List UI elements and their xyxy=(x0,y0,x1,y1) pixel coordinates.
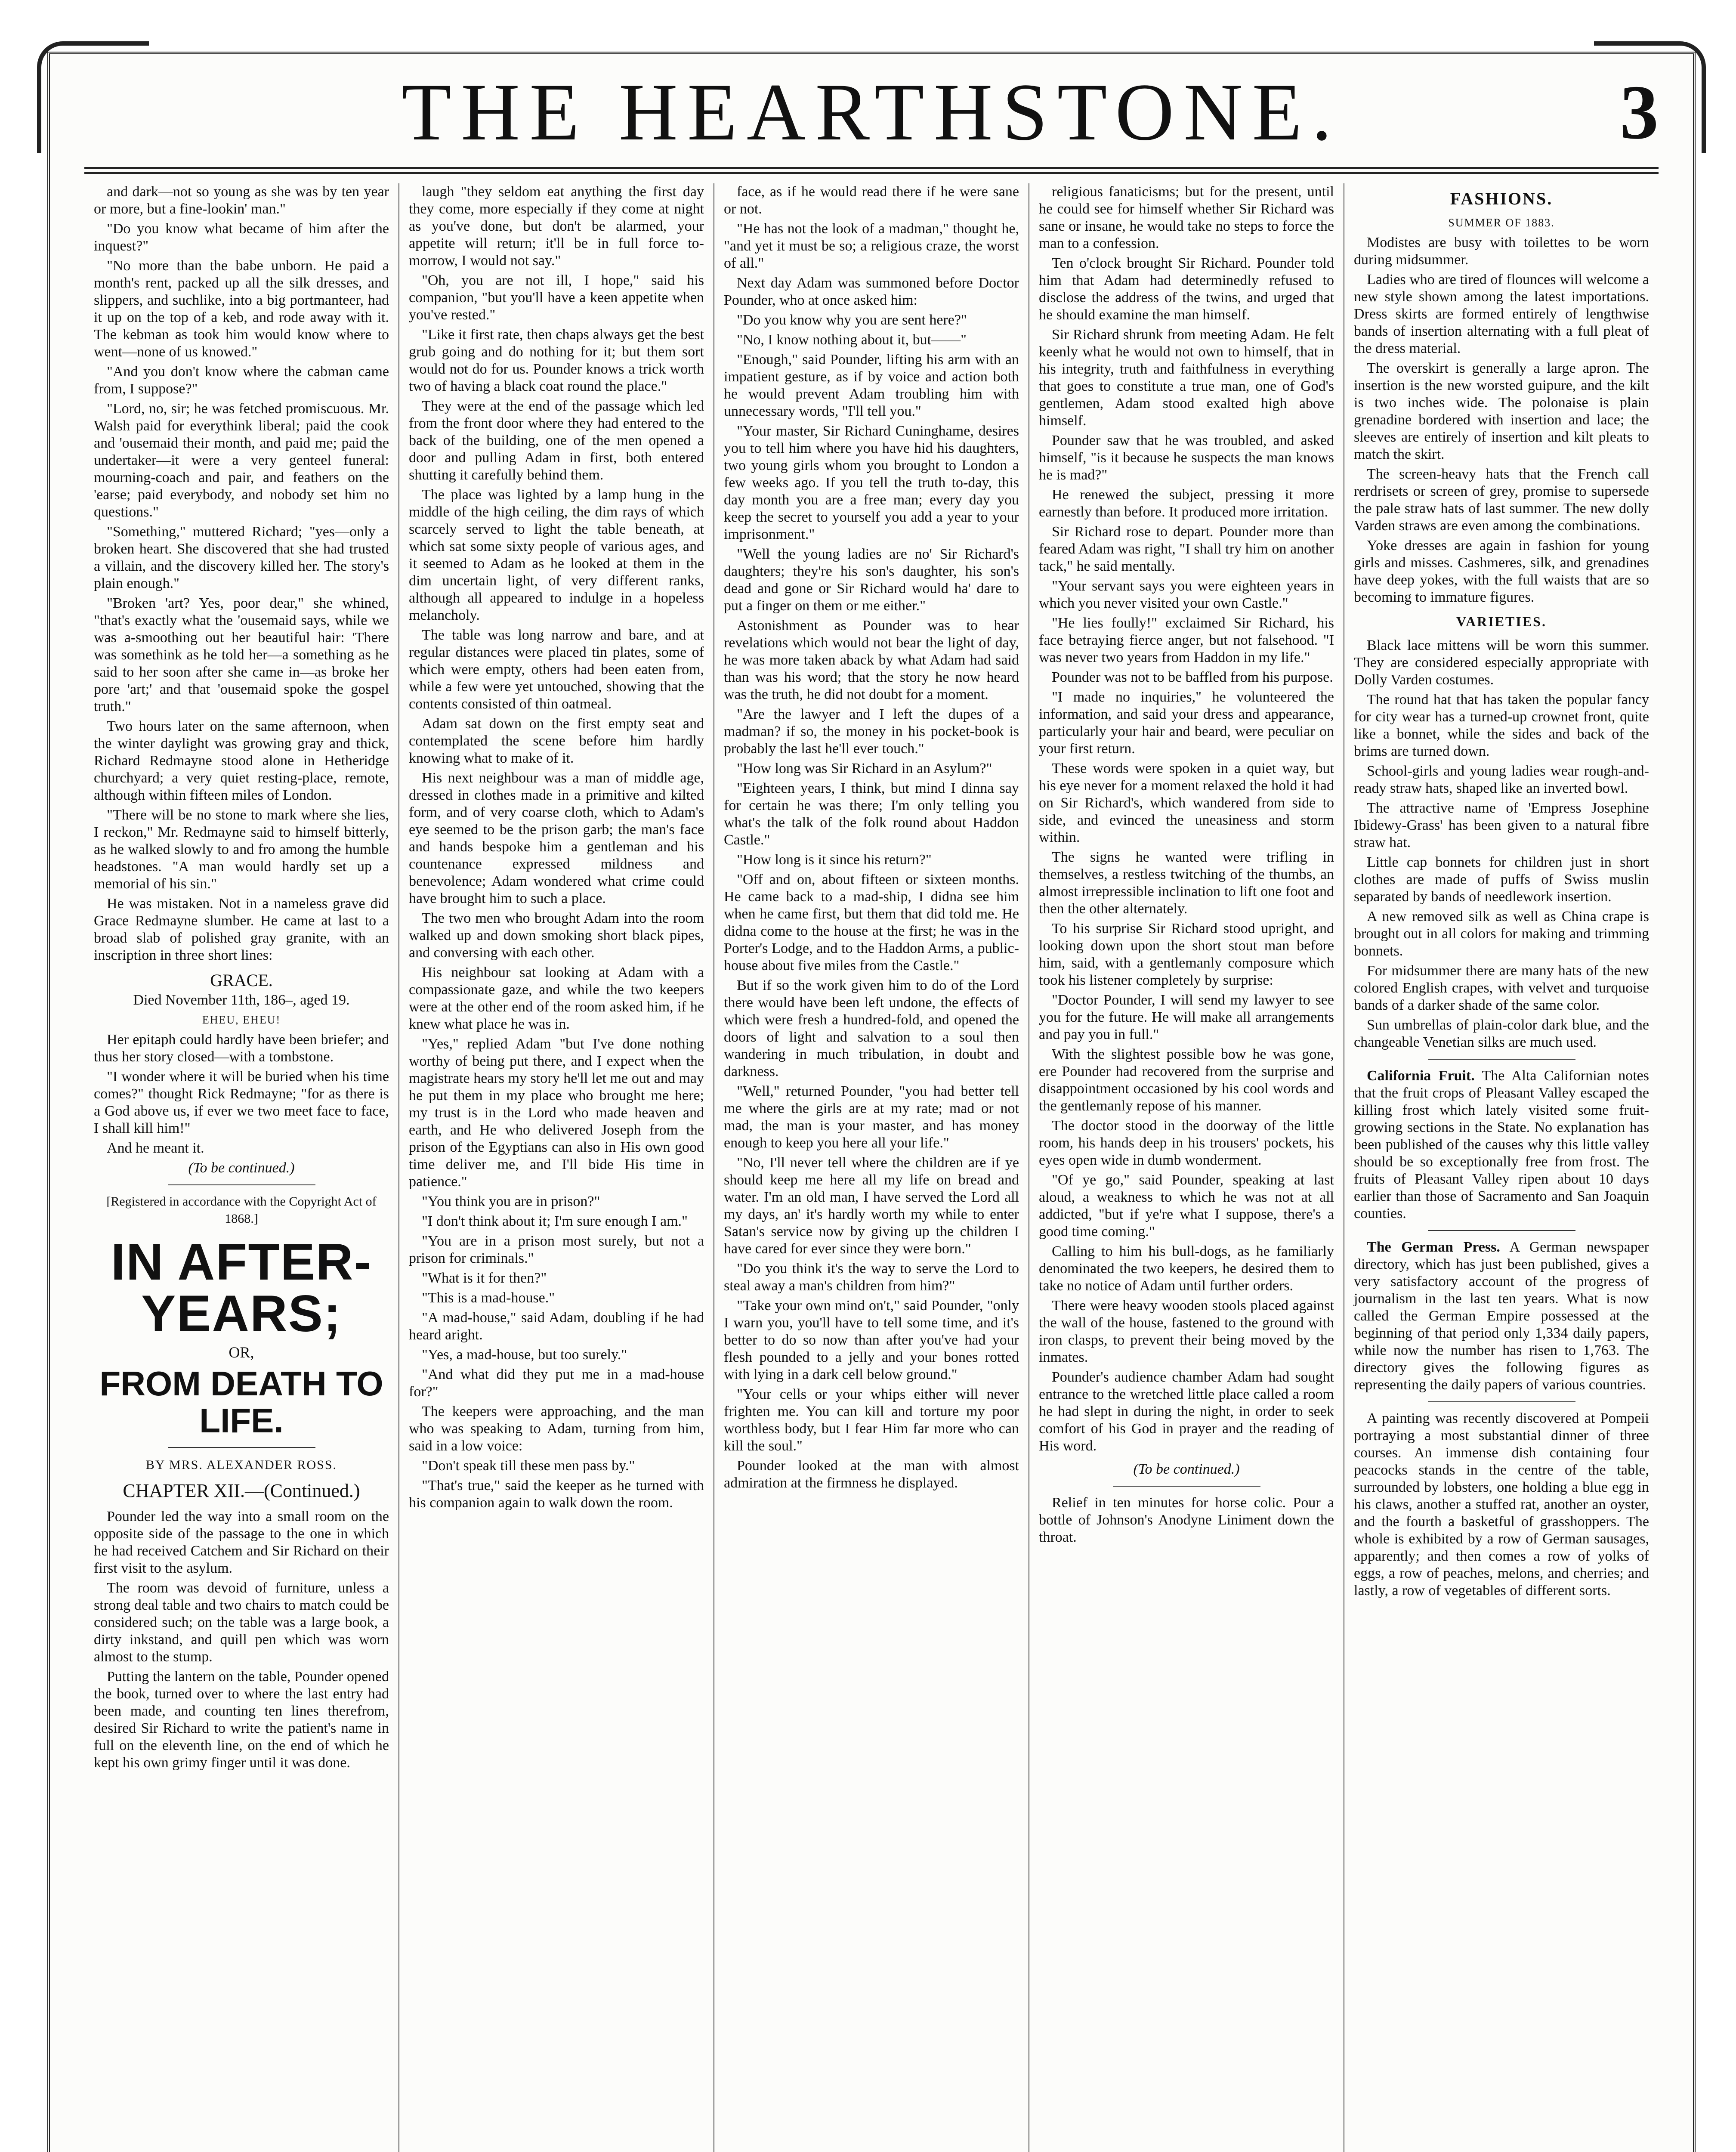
paragraph: "Of ye go," said Pounder, speaking at last aloud, a weakness to which he was not at all addicted, "but if ye're what I suppose, there's a good time coming." xyxy=(1039,1172,1334,1240)
to-be-continued: (To be continued.) xyxy=(188,1160,295,1176)
col1-paragraphs-3 xyxy=(94,1508,389,1772)
paragraph: The table was long narrow and bare, and at regular distances were placed tin plates, some of which were empty, others had been eaten from, while a few were yet untouched, showing that the contents consisted of thin oatmeal. xyxy=(409,627,704,712)
paragraph: The keepers were approaching, and the man who was speaking to Adam, turning from him, said in a low voice: xyxy=(409,1404,704,1454)
paragraph: "There will be no stone to mark where she lies, I reckon," Mr. Redmayne said to himself bitterly, as he walked slowly to and fro among the humble headstones. "A man would hardly set up a memorial of his sin." xyxy=(94,807,389,892)
page-number: 3 xyxy=(1620,69,1659,155)
column-4 xyxy=(1029,183,1344,2152)
paragraph: "I wonder where it will be buried when his time comes?" thought Rick Redmayne; "for as there is a God above us, if ever we two meet face to face, I shall kill him!" xyxy=(94,1069,389,1136)
paragraph: Pounder led the way into a small room on the opposite side of the passage to the one in which he had received Catchem and Sir Richard on their first visit to the asylum. xyxy=(94,1509,389,1576)
masthead-title: THE HEARTHSTONE. xyxy=(401,67,1342,158)
california-title: California Fruit. xyxy=(1367,1068,1475,1084)
paragraph: The screen-heavy hats that the French call rerdrisets or screen of grey, promise to supersede the pale straw hats of last summer. The new dolly Varden straws are even among the combinations. xyxy=(1354,466,1649,534)
paragraph: Ten o'clock brought Sir Richard. Pounder told him that Adam had determinedly refused to disclose the address of the twins, and urged that he should examine the man himself. xyxy=(1039,255,1334,323)
paragraph: "Something," muttered Richard; "yes—only a broken heart. She discovered that she had trusted a villain, and the discovery killed her. The story's plain enough." xyxy=(94,524,389,591)
paragraph: Black lace mittens will be worn this summer. They are considered especially appropriate with Dolly Varden costumes. xyxy=(1354,637,1649,688)
paragraph: Pounder's audience chamber Adam had sought entrance to the wretched little place called a room he had slept in during the night, in order to seek comfort of his God in prayer and the reading of His word. xyxy=(1039,1369,1334,1454)
paragraph: "He has not the look of a madman," thought he, "and yet it must be so; a religious craze, the worst of all." xyxy=(724,221,1019,271)
column-1 xyxy=(84,183,399,2152)
paragraph: "Oh, you are not ill, I hope," said his companion, "but you'll have a keen appetite when you've rested." xyxy=(409,272,704,323)
paragraph: "Do you think it's the way to serve the Lord to steal away a man's children from him?" xyxy=(724,1261,1019,1294)
paragraph: Her epitaph could hardly have been briefer; and thus her story closed—with a tombstone. xyxy=(94,1032,389,1065)
masthead-rule xyxy=(84,172,1659,174)
paragraph: He was mistaken. Not in a nameless grave did Grace Redmayne slumber. He came at last to a broad slab of polished gray granite, with an inscription in three short lines: xyxy=(94,896,389,963)
paragraph: Astonishment as Pounder was to hear revelations which would not bear the light of day, he was more taken aback by what Adam had said than was his word; that the story he now heard was the truth, he did not doubt for a moment. xyxy=(724,618,1019,702)
fashion-paragraphs xyxy=(1354,234,1649,606)
story-subtitle: FROM DEATH TO LIFE. xyxy=(99,1364,383,1440)
divider xyxy=(168,1184,315,1185)
paragraph: laugh "they seldom eat anything the first day they come, more especially if they come at night as you've done, but don't be alarmed, your appetite will return; it'll be in full force to-morrow, I would not say." xyxy=(409,184,704,269)
paragraph: With the slightest possible bow he was gone, ere Pounder had recovered from the surprise and disappointment occasioned by his cool words and the gentlemanly repose of his manner. xyxy=(1039,1046,1334,1114)
col1-paragraphs xyxy=(94,183,389,964)
column-3 xyxy=(714,183,1029,2152)
paragraph: Adam sat down on the first empty seat and contemplated the scene before him hardly knowing what to make of it. xyxy=(409,716,704,766)
paragraph: There were heavy wooden stools placed against the wall of the house, fastened to the ground with iron clasps, to prevent their being moved by the inmates. xyxy=(1039,1298,1334,1365)
paragraph: "Don't speak till these men pass by." xyxy=(422,1458,635,1474)
byline: BY MRS. ALEXANDER ROSS. xyxy=(145,1458,337,1472)
paragraph: "How long is it since his return?" xyxy=(737,852,932,868)
paragraph: "Well," returned Pounder, "you had better tell me where the girls are at my rate; mad or not mad, the man is your master, and has money enough to keep you here all your life." xyxy=(724,1083,1019,1151)
section-heading-fashions: FASHIONS. xyxy=(1450,189,1553,208)
painting-text: A painting was recently discovered at Pompeii portraying a most substantial dinner of three courses. An immense dish containing four peacocks stands in the centre of the table, surrounded by lobsters, one holding a blue egg in his claws, another a stuffed rat, another an oyster, and the fourth a basketful of grasshoppers. The whole is exhibited by a row of German sausages, apparently; and then comes a row of yolks of eggs, a row of peaches, melons, and cherries; and lastly, a row of vegetables of different sorts. xyxy=(1354,1410,1649,1599)
paragraph: "That's true," said the keeper as he turned with his companion again to walk down the room. xyxy=(409,1478,704,1511)
advertisement: Relief in ten minutes for horse colic. Pour a bottle of Johnson's Anodyne Liniment down the throat. xyxy=(1039,1495,1334,1545)
paragraph: "No, I'll never tell where the children are if ye should keep me here all my life on bread and water. I'm an old man, I have served the Lord all my days, an' it's hardly worth my while to enter Satan's service now by giving up the children I have cared for ever since they were born." xyxy=(724,1155,1019,1257)
paragraph: "No more than the babe unborn. He paid a month's rent, packed up all the silk dresses, and slippers, and suchlike, into a big portmanteer, had it up on the top of a keb, and rode away with it. The kebman as took him would know where to went—none of us knowed." xyxy=(94,258,389,360)
paragraph: "Your servant says you were eighteen years in which you never visited your own Castle." xyxy=(1039,578,1334,611)
paragraph: The round hat that has taken the popular fancy for city wear has a turned-up crownet front, quite like a bonnet, while the sides and back of the brims are turned down. xyxy=(1354,692,1649,759)
paragraph: Two hours later on the same afternoon, when the winter daylight was growing gray and thick, Richard Redmayne stood alone in Hetheridge churchyard; a very quiet resting-place, remote, although within fifteen miles of London. xyxy=(94,718,389,803)
paragraph: "Lord, no, sir; he was fetched promiscuous. Mr. Walsh paid for everythink liberal; paid the cook and 'ousemaid their month, and paid me; paid the undertaker—it were a very genteel funeral: mourning-coach and pair, and feathers on the 'earse; paid everybody, and nobody set him no questions." xyxy=(94,401,389,520)
paragraph: "And you don't know where the cabman came from, I suppose?" xyxy=(94,364,389,397)
paragraph: A new removed silk as well as China crape is brought out in all colors for making and trimming bonnets. xyxy=(1354,909,1649,959)
paragraph: School-girls and young ladies wear rough-and-ready straw hats, shaped like an inverted bowl. xyxy=(1354,763,1649,796)
masthead xyxy=(50,67,1693,158)
paragraph: "Are the lawyer and I left the dupes of a madman? if so, the money in his pocket-book is probably the last he'll ever touch." xyxy=(724,706,1019,757)
paragraph: Sir Richard shrunk from meeting Adam. He felt keenly what he would not own to himself, that in his integrity, truth and faithfulness in everything that goes to constitute a true man, one of God's gentlemen, Adam stood exalted high above himself. xyxy=(1039,327,1334,429)
section-subheading: SUMMER OF 1883. xyxy=(1448,216,1555,229)
paragraph: To his surprise Sir Richard stood upright, and looking down upon the short stout man before him, said, with a gentlemanly composure which took his listener completely by surprise: xyxy=(1039,921,1334,988)
paragraph: "Like it first rate, then chaps always get the best grub going and do nothing for it; but them sort would not do for us. Pounder knows a trick worth two of having a black coat round the place." xyxy=(409,327,704,394)
paragraph: The room was devoid of furniture, unless a strong deal table and two chairs to match could be considered such; on the table was a large book, a dirty inkstand, and quill pen which was worn almost to the stump. xyxy=(94,1580,389,1665)
newspaper-page xyxy=(47,52,1696,2152)
columns xyxy=(84,183,1659,2152)
divider xyxy=(1428,1059,1575,1060)
paragraph: religious fanaticisms; but for the present, until he could see for himself whether Sir Richard was sane or insane, he would take no steps to force the man to a confession. xyxy=(1039,184,1334,251)
paragraph: Sir Richard rose to depart. Pounder more than feared Adam was right, "I shall try him on another tack," he said mentally. xyxy=(1039,524,1334,574)
paragraph: His neighbour sat looking at Adam with a compassionate gaze, and while the two keepers were at the other end of the room asked him, if he knew what place he was in. xyxy=(409,965,704,1032)
paragraph: and dark—not so young as she was by ten year or more, but a fine-lookin' man." xyxy=(94,184,389,217)
paragraph: "How long was Sir Richard in an Asylum?" xyxy=(737,761,992,776)
to-be-continued: (To be continued.) xyxy=(1133,1461,1240,1477)
paragraph: The attractive name of 'Empress Josephine Ibidewy-Grass' has been given to a natural fibre straw hat. xyxy=(1354,800,1649,850)
paragraph: "I made no inquiries," he volunteered the information, and said your dress and appearance, particularly your hair and beard, were peculiar on your first return. xyxy=(1039,689,1334,757)
paragraph: His next neighbour was a man of middle age, dressed in clothes made in a primitive and kilted form, and of very coarse cloth, which to Adam's eye seemed to be the prison garb; the man's face and hands bespoke him a gentleman and his countenance expressed mildness and benevolence; Adam wondered what crime could have brought him to such a place. xyxy=(409,770,704,906)
epitaph-name: GRACE. xyxy=(210,971,273,990)
paragraph: The signs he wanted were trifling in themselves, a restless twitching of the thumbs, an almost irrepressible inclination to lift one foot and then the other alternately. xyxy=(1039,849,1334,917)
paragraph: The two men who brought Adam into the room walked up and down smoking short black pipes, and conversing with each other. xyxy=(409,910,704,961)
paragraph: "A mad-house," said Adam, doubling if he had heard aright. xyxy=(409,1310,704,1343)
divider xyxy=(168,1447,315,1448)
paragraph: "Do you know why you are sent here?" xyxy=(737,312,967,328)
epitaph-date: Died November 11th, 186–, aged 19. xyxy=(133,992,350,1008)
paragraph: Modistes are busy with toilettes to be worn during midsummer. xyxy=(1354,235,1649,268)
story-or: OR, xyxy=(229,1344,254,1361)
paragraph: "Off and on, about fifteen or sixteen months. He came back to a mad-ship, I didna see him when he came first, but them that did told me. He didna come to the house at the first; he was in the Porter's Lodge, and to the Haddon Arms, a public-house about five miles from the Castle." xyxy=(724,872,1019,974)
paragraph: "Broken 'art? Yes, poor dear," she whined, "that's exactly what the 'ousemaid says, while we was a-smoothing out her beautiful hair: 'There was somethink as he told her—a something as he said to her soon after she came in—as broke her pore 'art;' and that 'ousemaid spoke the gospel truth." xyxy=(94,595,389,714)
paragraph: "You are in a prison most surely, but not a prison for criminals." xyxy=(409,1233,704,1266)
paragraph: But if so the work given him to do of the Lord there would have been left undone, the effects of which were fresh a hundred-fold, and opened the doors of light and salvation to a soul then wandering in much tribulation, in doubt and darkness. xyxy=(724,977,1019,1079)
paragraph: "Take your own mind on't," said Pounder, "only I warn you, you'll have to tell some time, and it's better to do so now than after you've had your flesh pounded to a jelly and your bones rotted with lying in a dark cell below ground." xyxy=(724,1298,1019,1382)
col3-paragraphs xyxy=(724,183,1019,1492)
paragraph: "And what did they put me in a mad-house for?" xyxy=(409,1367,704,1400)
col2-paragraphs xyxy=(409,183,704,1512)
paragraph: Next day Adam was summoned before Doctor Pounder, who at once asked him: xyxy=(724,275,1019,308)
paragraph: Sun umbrellas of plain-color dark blue, and the changeable Venetian silks are much used. xyxy=(1354,1017,1649,1050)
paragraph: "Yes," replied Adam "but I've done nothing worthy of being put there, and I expect when the magistrate hears my story he'll let me out and may he put them in my place who brought me here; my trust is in the Lord who made heaven and earth, and He who delivered Joseph from the prison of the Egyptians can also in His own good time deliver me, and I'll bide His time in patience." xyxy=(409,1036,704,1190)
paragraph: Little cap bonnets for children just in short clothes are made of puffs of Swiss muslin separated by bands of needlework insertion. xyxy=(1354,854,1649,905)
paragraph: He renewed the subject, pressing it more earnestly than before. It produced more irritation. xyxy=(1039,487,1334,520)
divider xyxy=(1113,1486,1260,1487)
paragraph: For midsummer there are many hats of the new colored English crapes, with velvet and turquoise bands of a darker shade of the same color. xyxy=(1354,963,1649,1013)
paragraph: "Well the young ladies are no' Sir Richard's daughters; they're his son's daughter, his son's dead and gone or Sir Richard would ha' dare to put a finger on them or me either." xyxy=(724,546,1019,614)
paragraph: "Doctor Pounder, I will send my lawyer to see you for the future. He will make all arrangements and pay you in full." xyxy=(1039,992,1334,1042)
paragraph: The place was lighted by a lamp hung in the middle of the high ceiling, the dim rays of which scarcely served to light the table beneath, at which sat some sixty people of various ages, and it seemed to Adam as he looked at them in the dim uncertain light, of very different ranks, although all appeared to indulge in a hopeless melancholy. xyxy=(409,487,704,623)
paragraph: "Eighteen years, I think, but mind I dinna say for certain he was there; I'm only telling you what's the talk of the folk round about Haddon Castle." xyxy=(724,780,1019,848)
story-title: IN AFTER-YEARS; xyxy=(111,1233,372,1342)
epitaph-motto: EHEU, EHEU! xyxy=(202,1014,281,1026)
column-2 xyxy=(399,183,714,2152)
divider xyxy=(1428,1401,1575,1402)
chapter-heading: CHAPTER XII.—(Continued.) xyxy=(123,1480,360,1501)
paragraph: Pounder was not to be baffled from his purpose. xyxy=(1052,669,1333,685)
masthead-rule xyxy=(84,167,1659,169)
paragraph: Pounder looked at the man with almost admiration at the firmness he displayed. xyxy=(724,1458,1019,1491)
german-title: The German Press. xyxy=(1367,1239,1500,1255)
copyright-notice: [Registered in accordance with the Copyright Act of 1868.] xyxy=(106,1194,377,1226)
paragraph: "What is it for then?" xyxy=(422,1270,547,1286)
paragraph: "Enough," said Pounder, lifting his arm with an impatient gesture, as if by voice and action both he would prevent Adam troubling him with unnecessary words, "I'll tell you." xyxy=(724,352,1019,419)
paragraph: "Yes, a mad-house, but too surely." xyxy=(422,1347,627,1363)
paragraph: "No, I know nothing about it, but——" xyxy=(737,332,967,348)
paragraph: And he meant it. xyxy=(107,1140,204,1156)
paragraph: "This is a mad-house." xyxy=(422,1290,555,1306)
column-5 xyxy=(1344,183,1659,2152)
divider xyxy=(1428,1230,1575,1231)
paragraph: Putting the lantern on the table, Pounder opened the book, turned over to where the last entry had been made, and counting ten lines therefrom, desired Sir Richard to write the patient's name in full on the eleventh line, on the end of which he kept his own grimy finger until it was done. xyxy=(94,1669,389,1771)
paragraph: Pounder saw that he was troubled, and asked himself, "is it because he suspects the man knows he is mad?" xyxy=(1039,433,1334,483)
varieties-paragraphs xyxy=(1354,637,1649,1051)
paragraph: "I don't think about it; I'm sure enough I am." xyxy=(422,1213,688,1229)
paragraph: Ladies who are tired of flounces will welcome a new style shown among the latest importations. Dress skirts are formed entirely of lengthwise bands of insertion alternating with a full pleat of the dress material. xyxy=(1354,272,1649,356)
col1-paragraphs-2 xyxy=(94,1031,389,1157)
german-text: A German newspaper directory, which has just been published, gives a very satisfactory account of the progress of journalism in the last ten years. What is now called the German Empire possessed at the beginning of that period only 1,334 daily papers, while now the number has risen to 1,763. The directory gives the following figures as representing the daily papers of various countries. xyxy=(1354,1239,1650,1393)
paragraph: The overskirt is generally a large apron. The insertion is the new worsted guipure, and the kilt is two inches wide. The polonaise is plain grenadine bordered with insertion and lace; the sleeves are entirely of insertion and kilt pleats to match the skirt. xyxy=(1354,360,1649,462)
section-heading-varieties: VARIETIES. xyxy=(1456,614,1547,629)
paragraph: These words were spoken in a quiet way, but his eye never for a moment relaxed the hold it had on Sir Richard's, which wandered from side to side, and evinced the uneasiness and storm within. xyxy=(1039,761,1334,845)
paragraph: face, as if he would read there if he were sane or not. xyxy=(724,184,1019,217)
paragraph: "He lies foully!" exclaimed Sir Richard, his face betraying fierce anger, but not falsehood. "I was never two years from Haddon in my life." xyxy=(1039,615,1334,665)
paragraph: "You think you are in prison?" xyxy=(422,1193,600,1209)
paragraph: "Your cells or your whips either will never frighten me. You can kill and torture my poor worthless body, but I fear Him far more who can kill the soul." xyxy=(724,1386,1019,1454)
paragraph: They were at the end of the passage which led from the front door where they had entered to the back of the building, one of the men opened a door and pulling Adam in first, both entered shutting it carefully behind them. xyxy=(409,398,704,483)
paragraph: Yoke dresses are again in fashion for young girls and misses. Cashmeres, silk, and grenadines have deep yokes, with the full waists that are so becoming to immature figures. xyxy=(1354,538,1649,605)
paragraph: "Do you know what became of him after the inquest?" xyxy=(94,221,389,254)
col4-paragraphs xyxy=(1039,183,1334,1455)
paragraph: "Your master, Sir Richard Cuninghame, desires you to tell him where you have hid his daughters, two young girls whom you brought to London a few weeks ago. If you tell the truth to-day, this day month you are a free man; every day you keep the secret to yourself you add a year to your imprisonment." xyxy=(724,423,1019,542)
paragraph: The doctor stood in the doorway of the little room, his hands deep in his trousers' pockets, his eyes open wide in dumb wonderment. xyxy=(1039,1118,1334,1168)
california-text: The Alta Californian notes that the fruit crops of Pleasant Valley escaped the killing frost which lately visited some fruit-growing sections in the State. No explanation has been published of the causes why this little valley should be so exceptionally free from frost. The fruits of Pleasant Valley ripen about 10 days earlier than those of Sacramento and San Joaquin counties. xyxy=(1354,1068,1649,1221)
paragraph: Calling to him his bull-dogs, as he familiarly denominated the two keepers, he desired them to take no notice of Adam until further orders. xyxy=(1039,1243,1334,1294)
